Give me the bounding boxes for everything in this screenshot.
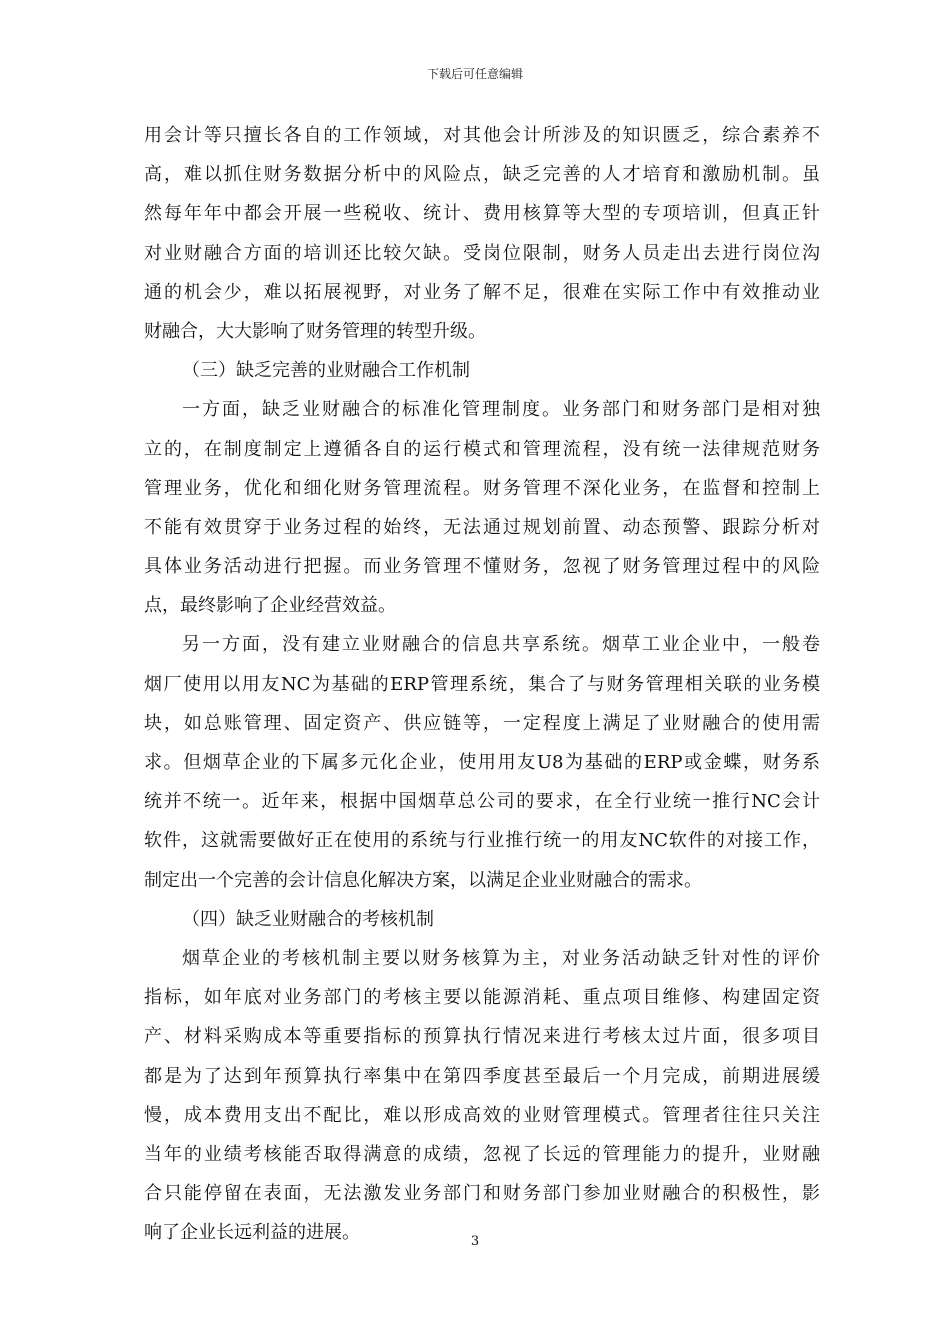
text-line: 不能有效贯穿于业务过程的始终，无法通过规划前置、动态预警、跟踪分析对: [144, 516, 820, 538]
text-line: 产、材料采购成本等重要指标的预算执行情况来进行考核太过片面，很多项目: [144, 1026, 820, 1048]
text-line: 制定出一个完善的会计信息化解决方案，以满足企业业财融合的需求。: [144, 869, 702, 891]
text-line: 烟厂使用以用友NC为基础的ERP管理系统，集合了与财务管理相关联的业务模: [144, 673, 820, 695]
heading-text: （四）缺乏业财融合的考核机制: [182, 908, 434, 930]
heading-text: （三）缺乏完善的业财融合工作机制: [182, 360, 470, 382]
text-line: 点，最终影响了企业经营效益。: [144, 595, 396, 617]
text-line: 合只能停留在表面，无法激发业务部门和财务部门参加业财融合的积极性，影: [144, 1183, 820, 1205]
paragraph: [144, 390, 820, 625]
text-line: 统并不统一。近年来，根据中国烟草总公司的要求，在全行业统一推行NC会计: [144, 791, 820, 813]
text-line: 指标，如年底对业务部门的考核主要以能源消耗、重点项目维修、构建固定资: [144, 987, 820, 1009]
text-line: 烟草企业的考核机制主要以财务核算为主，对业务活动缺乏针对性的评价: [182, 947, 820, 969]
document-body: [144, 116, 820, 1252]
text-line: 具体业务活动进行把握。而业务管理不懂财务，忽视了财务管理过程中的风险: [144, 556, 820, 578]
text-line: 立的，在制度制定上遵循各自的运行模式和管理流程，没有统一法律规范财务: [144, 438, 820, 460]
text-line: 慢，成本费用支出不配比，难以形成高效的业财管理模式。管理者往往只关注: [144, 1104, 820, 1126]
paragraph: [144, 116, 820, 351]
text-line: 通的机会少，难以拓展视野，对业务了解不足，很难在实际工作中有效推动业: [144, 281, 820, 303]
text-line: 对业财融合方面的培训还比较欠缺。受岗位限制，财务人员走出去进行岗位沟: [144, 242, 820, 264]
section-heading: [144, 900, 820, 939]
text-line: 财融合，大大影响了财务管理的转型升级。: [144, 320, 486, 342]
page-number: 3: [470, 1234, 480, 1249]
text-line: 响了企业长远利益的进展。: [144, 1222, 360, 1244]
text-line: 一方面，缺乏业财融合的标准化管理制度。业务部门和财务部门是相对独: [182, 399, 820, 421]
text-line: 都是为了达到年预算执行率集中在第四季度甚至最后一个月完成，前期进展缓: [144, 1065, 820, 1087]
text-line: 管理业务，优化和细化财务管理流程。财务管理不深化业务，在监督和控制上: [144, 477, 820, 499]
text-line: 当年的业绩考核能否取得满意的成绩，忽视了长远的管理能力的提升，业财融: [144, 1143, 820, 1165]
text-line: 用会计等只擅长各自的工作领域，对其他会计所涉及的知识匮乏，综合素养不: [144, 125, 820, 146]
text-line: 块，如总账管理、固定资产、供应链等，一定程度上满足了业财融合的使用需: [144, 712, 820, 734]
text-line: 高，难以抓住财务数据分析中的风险点，缺乏完善的人才培育和激励机制。虽: [144, 164, 820, 186]
paragraph: [144, 939, 820, 1253]
section-heading: [144, 351, 820, 390]
text-line: 求。但烟草企业的下属多元化企业，使用用友U8为基础的ERP或金蝶，财务系: [144, 752, 820, 773]
text-line: 软件，这就需要做好正在使用的系统与行业推行统一的用友NC软件的对接工作，: [144, 830, 820, 852]
text-line: 另一方面，没有建立业财融合的信息共享系统。烟草工业企业中，一般卷: [182, 634, 820, 656]
page-header: 下载后可任意编辑: [426, 67, 523, 81]
paragraph: [144, 625, 820, 899]
text-line: 然每年年中都会开展一些税收、统计、费用核算等大型的专项培训，但真正针: [144, 203, 820, 225]
